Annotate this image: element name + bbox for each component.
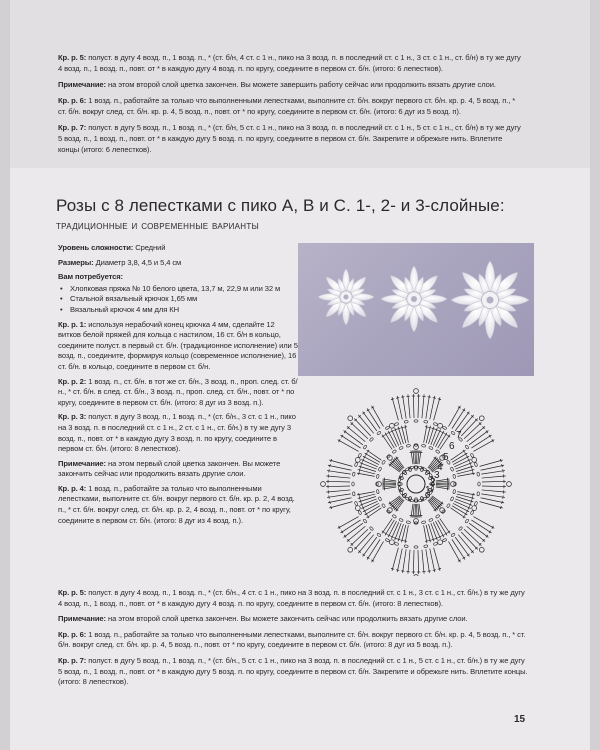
chart-stitch (425, 541, 428, 542)
chart-stitch (472, 496, 473, 499)
chart-stitch (381, 503, 385, 508)
chart-stitch (352, 482, 354, 486)
chart-stitch (433, 570, 436, 571)
chart-stitch (406, 444, 410, 447)
chart-stitch (389, 423, 394, 428)
chart-stitch (479, 416, 484, 421)
flowers-photo (298, 243, 534, 376)
chart-stitch (399, 518, 404, 522)
chart-stitch (399, 446, 404, 450)
chart-stitch (358, 510, 362, 515)
chart-stitch (429, 446, 434, 450)
chart-stitch (500, 506, 501, 509)
chart-stitch (361, 459, 377, 466)
chart-stitch (397, 396, 402, 419)
chart-stitch (359, 469, 360, 472)
chart-stitch (386, 509, 391, 514)
chart-stitch (451, 533, 456, 537)
chart-stitch (397, 549, 402, 572)
list-item: • Хлопковая пряжа № 10 белого цвета, 13,7 м, 22,9 м или 32 м (68, 284, 298, 295)
chart-stitch (481, 471, 505, 475)
chart-stitch (403, 549, 407, 573)
chart-stitch (452, 408, 465, 428)
chart-stitch (348, 416, 353, 421)
chart-stitch (424, 545, 428, 548)
chart-stitch (407, 475, 425, 493)
chart-stitch (424, 525, 427, 543)
chart-stitch (326, 486, 350, 487)
chart-stitch (457, 473, 475, 476)
chart-stitch (367, 408, 380, 428)
chart-stitch (435, 514, 440, 518)
chart-stitch (478, 482, 480, 486)
chart-stitch (434, 397, 440, 420)
chart-stitch (405, 425, 408, 443)
chart-stitch (348, 547, 353, 552)
chart-stitch (455, 463, 472, 469)
chart-stitch (404, 420, 408, 423)
chart-stitch (357, 473, 375, 476)
chart-stitch (482, 476, 506, 478)
chart-stitch (465, 519, 469, 524)
chart-stitch (372, 406, 384, 427)
chart-stitch (471, 435, 491, 448)
pattern-title: Розы с 8 лепестками с пико А, В и С. 1-, 2- и 3-слойные: (56, 196, 505, 215)
round-7-top: Кр. р. 7: полуст. в дугу 5 возд. п., 1 возд. п., * (ст. б/н, 5 ст. с 1 н., пико на 3 возд. п. в последний ст. с 1 н., 5 ст. с 1 н., ст. б/н) в ту же дугу 5 возд. п., 1 возд. п., повт. от * в каждую дугу 5 возд. п. по кругу, соедините в первом ст. б/н. Закрепите и обрежьте нить. Вплетите концы (итого: 6 лепестков). (58, 123, 521, 154)
flowers-illustration (298, 243, 534, 376)
chart-stitch (327, 494, 351, 498)
chart-stitch (355, 457, 360, 462)
chart-round-number: 2 (430, 477, 436, 488)
chart-stitch (438, 540, 443, 545)
chart-stitch (392, 548, 398, 571)
chart-stitch (430, 549, 435, 572)
chart-stitch (367, 539, 380, 559)
chart-stitch (453, 489, 456, 493)
chart-stitch (329, 460, 352, 466)
chart-stitch (330, 464, 331, 467)
chart-stitch (455, 499, 472, 505)
chart-stitch (430, 396, 435, 419)
chart-stitch (473, 440, 494, 452)
chart-stitch (428, 427, 431, 428)
chart-stitch (438, 568, 441, 569)
chart-stitch (433, 398, 436, 399)
chart-stitch (360, 463, 377, 469)
chart-stitch (474, 501, 478, 506)
chart-stitch (477, 492, 480, 496)
chart-stitch (340, 520, 360, 533)
chart-stitch (500, 459, 501, 462)
round-1: Кр. р. 1: используя нерабочий конец крючка 4 мм, сделайте 12 витков белой пряжей для кольца с настилом, 16 ст. б/н в кольцо, соедините полуст. в первый ст. б/н. (традиционное исполнение) или 5 возд. п., соедините, формируя кольцо (современное исполнение), 16 ст. б/н. в кольцо, соедините в первом ст. б/н. (58, 319, 298, 371)
chart-stitch (372, 541, 384, 562)
chart-stitch (418, 394, 419, 418)
chart-stitch (481, 498, 504, 503)
page-number: 15 (514, 714, 526, 725)
chart-stitch (369, 437, 374, 442)
chart-stitch (392, 397, 398, 420)
chart-stitch (358, 453, 362, 458)
chart-stitch (406, 521, 410, 524)
chart-stitch (422, 550, 424, 574)
chart-stitch (367, 516, 369, 519)
note-1: Примечание: на этом первый слой цветка закончен. Вы можете закончить сейчас или продолжить вязать другие слои. (58, 458, 281, 479)
chart-stitch (470, 453, 474, 458)
chart-stitch (391, 399, 394, 400)
chart-stitch (482, 486, 506, 487)
chart-stitch (404, 541, 407, 542)
chart-stitch (385, 538, 390, 542)
chart-stitch (328, 498, 351, 503)
chart-stitch (471, 520, 491, 533)
crochet-chart (308, 380, 528, 576)
chart-stitch (424, 425, 427, 443)
chart-stitch (433, 422, 438, 426)
chart-stitch (378, 497, 382, 502)
chart-stitch (382, 435, 385, 437)
materials-heading: Вам потребуется: (58, 272, 123, 282)
pattern-instructions-continued (58, 588, 528, 693)
chart-stitch (326, 476, 350, 478)
chart-stitch (453, 474, 456, 478)
chart-stitch (473, 517, 494, 529)
round-4: Кр. р. 4: 1 возд. п., работайте за только что выполненными лепестками, выполните ст. б/н. вокруг первого ст. б/н. кр. р. 2, 4 возд. п., * ст. б/н. вокруг след. ст. б/н. кр. р. 2, 4 возд. п., повт. от * по кругу, соедините в первом ст. б/н. (итого: 8 дуг из 4 возд. п.). (58, 483, 295, 525)
chart-stitch (397, 539, 400, 540)
chart-stitch (404, 427, 407, 428)
chart-stitch (414, 420, 418, 422)
chart-round-number: 7 (456, 430, 462, 441)
chart-stitch (435, 449, 440, 453)
chart-stitch (391, 522, 398, 538)
chart-stitch (472, 506, 477, 511)
chart-stitch (431, 428, 437, 445)
chart-stitch (377, 431, 382, 435)
chart-stitch (414, 546, 418, 548)
crochet-flower (318, 269, 374, 325)
chart-stitch (376, 474, 379, 478)
chart-stitch (360, 465, 361, 468)
chart-stitch (381, 460, 385, 465)
chart-stitch (477, 472, 480, 476)
chart-stitch (426, 395, 430, 419)
chart-stitch (395, 523, 401, 540)
chart-stitch (355, 506, 360, 511)
chart-stitch (338, 517, 359, 529)
chart-stitch (502, 501, 503, 504)
chart-stitch (482, 490, 506, 492)
chart-stitch (404, 545, 408, 548)
chart-stitch (321, 482, 326, 487)
chart-stitch (480, 460, 503, 466)
chart-stitch (359, 472, 360, 475)
chart-stitch (502, 464, 503, 467)
chart-round-number: 3 (434, 470, 440, 481)
chart-stitch (363, 445, 367, 450)
chart-stitch (414, 575, 419, 576)
chart-stitch (425, 427, 428, 428)
chart-stitch (352, 472, 355, 476)
chart-stitch (327, 471, 351, 475)
chart-stitch (448, 435, 451, 437)
chart-stitch (422, 394, 424, 418)
chart-stitch (338, 440, 359, 452)
chart-stitch (429, 518, 434, 522)
chart-stitch (441, 509, 446, 514)
list-item: • Стальной вязальный крючок 1,65 мм (68, 294, 298, 305)
chart-stitch (401, 540, 404, 541)
chart-stitch (428, 540, 431, 541)
chart-stitch (457, 492, 475, 495)
chart-stitch (432, 539, 435, 540)
chart-stitch (408, 394, 410, 418)
chart-stitch (389, 540, 394, 545)
chart-stitch (394, 542, 399, 546)
chart-stitch (397, 428, 400, 429)
chart-stitch (361, 501, 377, 508)
round-6: Кр. р. 6: 1 возд. п., работайте за только что выполненными лепестками, выполните ст. б/н. вокруг первого ст. б/н. кр. р. 4, 5 возд. п., * ст. б/н. вокруг след. ст. б/н. кр. р. 4, 5 возд. п., повт. от * по кругу, соедините в первом ст. б/н. (итого: 8 дуг из 5 возд. п.). (58, 629, 526, 650)
pattern-subtitle: традиционные и современные варианты (56, 218, 259, 232)
chart-stitch (378, 467, 382, 472)
chart-stitch (354, 501, 358, 506)
chart-stitch (438, 399, 441, 400)
chart-stitch (472, 469, 473, 472)
chart-stitch (340, 435, 360, 448)
chart-stitch (421, 444, 425, 447)
chart-stitch (449, 406, 461, 427)
chart-stitch (438, 423, 443, 428)
crochet-diagram (308, 380, 528, 576)
chart-stitch (331, 506, 332, 509)
chart-stitch (450, 497, 454, 502)
chart-stitch (424, 420, 428, 423)
chart-stitch (426, 549, 430, 573)
chart-stitch (354, 462, 358, 467)
chart-stitch (394, 422, 399, 426)
chart-stitch (470, 510, 474, 515)
chart-stitch (480, 502, 503, 508)
chart-stitch (463, 516, 465, 519)
chart-stitch (463, 450, 465, 453)
chart-stitch (421, 521, 425, 524)
chart-stitch (442, 426, 447, 430)
chart-stitch (433, 429, 440, 445)
chart-stitch (385, 426, 390, 430)
chart-stitch (359, 493, 360, 496)
chart-stitch (408, 550, 410, 574)
chart-stitch (448, 531, 451, 533)
chart-stitch (391, 429, 398, 445)
chart-round-number: 1 (425, 485, 431, 496)
materials-list (58, 284, 298, 316)
chart-stitch (465, 445, 469, 450)
chart-stitch (418, 550, 419, 574)
chart-stitch (359, 496, 360, 499)
chart-stitch (360, 500, 361, 503)
chart-stitch (396, 398, 399, 399)
chart-stitch (369, 526, 374, 531)
chart-stitch (413, 550, 414, 574)
chart-stitch (396, 570, 399, 571)
round-5-top: Кр. р. 5: полуст. в дугу 4 возд. п., 1 возд. п., * (ст. б/н, 4 ст. с 1 н., пико на 3 возд. п. в последний ст. с 1 н., 3 ст. с 1 н., ст. б/н) в ту же дугу 4 возд. п., 1 возд. п., повт. от * в каждую дугу 4 возд. п. по кругу, соедините в первом ст. б/н. (итого: 6 лепестков). (58, 53, 521, 73)
chart-stitch (363, 519, 367, 524)
chart-stitch (433, 522, 440, 538)
chart-stitch (357, 492, 375, 495)
chart-stitch (454, 459, 470, 466)
chart-stitch (329, 502, 352, 508)
chart-stitch (386, 454, 391, 459)
chart-round-number: 4 (437, 462, 443, 473)
chart-stitch (405, 525, 408, 543)
chart-stitch (474, 462, 478, 467)
chart-stitch (382, 531, 385, 533)
chart-stitch (360, 499, 377, 505)
chart-stitch (401, 427, 404, 428)
chart-stitch (330, 501, 331, 504)
chart-stitch (479, 547, 484, 552)
chart-stitch (367, 450, 369, 453)
chart-stitch (481, 494, 505, 498)
round-2: Кр. р. 2: 1 возд. п., ст. б/н. в тот же ст. б/н., 3 возд. п., проп. след. ст. б/н., * ст. б/н. в след. ст. б/н., 3 возд. п., проп. след. ст. б/н., повт. от * по кругу, соедините в первом ст. б/н. (итого: 8 дуг из 3 возд. п.). (58, 376, 298, 407)
chart-stitch (403, 395, 407, 419)
chart-stitch (482, 481, 506, 482)
chart-stitch (413, 394, 414, 418)
previous-pattern-text (58, 52, 522, 160)
chart-stitch (431, 523, 437, 540)
chart-stitch (472, 457, 477, 462)
chart-stitch (326, 481, 350, 482)
chart-stitch (458, 526, 463, 531)
chart-stitch (449, 541, 461, 562)
note-top: Примечание: на этом второй слой цветка закончен. Вы можете завершить работу сейчас или продолжить вязать другие слои. (58, 80, 496, 89)
chart-stitch (507, 482, 512, 487)
chart-stitch (376, 489, 379, 493)
chart-stitch (473, 493, 474, 496)
chart-stitch (471, 500, 472, 503)
chart-stitch (433, 542, 438, 546)
chart-stitch (391, 568, 394, 569)
chart-stitch (473, 472, 474, 475)
chart-stitch (331, 459, 332, 462)
chart-stitch (446, 503, 450, 508)
chart-stitch (392, 514, 397, 518)
chart-stitch (434, 548, 440, 571)
chart-stitch (392, 449, 397, 453)
chart-stitch (454, 501, 470, 508)
chart-stitch (326, 490, 350, 492)
difficulty-level: Уровень сложности: Средний (58, 243, 166, 252)
sizes: Размеры: Диаметр 3,8, 4,5 и 5,4 см (58, 257, 182, 267)
chart-stitch (414, 389, 419, 394)
round-6-top: Кр. р. 6: 1 возд. п., работайте за только что выполненными лепестками, выполните ст. б/н. вокруг первого ст. б/н. кр. р. 4, 5 возд. п., * ст. б/н. вокруг след. ст. б/н. кр. р. 4, 5 возд. п., повт. от * по кругу, соедините в первом ст. б/н. (итого: 6 дуг из 5 возд. п). (58, 96, 516, 116)
note-2: Примечание: на этом второй слой цветка закончен. Вы можете закончить сейчас или продолжить вязать другие слои. (58, 614, 468, 624)
round-7: Кр. р. 7: полуст. в дугу 5 возд. п., 1 возд. п., * (ст. б/н., 5 ст. с 1 н., пико на 3 возд. п. в последний ст. с 1 н., 5 ст. с 1 н., ст. б/н.) в ту же дугу 5 возд. п., 1 возд. п., повт. от * в каждую дугу 5 возд. п. по кругу, соедините в первом ст. б/н. Закрепите и обрежьте нить. Вплетите концы. (итого: 8 лепестков). (58, 655, 528, 687)
chart-round-number: 5 (443, 452, 449, 463)
round-3: Кр. р. 3: полуст. в дугу 3 возд. п., 1 возд. п., * (ст. б/н., 3 ст. с 1 н., пико на 3 возд. п. в последний ст. с 1 н., 2 ст. с 1 н., ст. б/н.) в ту же дугу 3 возд. п., повт. от * в каждую дугу 3 возд. п. по кругу, соедините в первом ст. б/н. (итого: 8 лепестков). (58, 412, 296, 454)
chart-round-number: 6 (449, 441, 455, 452)
round-5: Кр. р. 5: полуст. в дугу 4 возд. п., 1 возд. п., * (ст. б/н., 4 ст. с 1 н., пико на 3 возд. п. в последний ст. с 1 н., 3 ст. с 1 н., ст. б/н.) в ту же дугу 4 возд. п., 1 возд. п., повт. от * в каждую дугу 4 возд. п. по кругу, соедините в первом ст. б/н. (итого: 8 лепестков). (58, 588, 525, 608)
chart-stitch (442, 538, 447, 542)
chart-stitch (450, 467, 454, 472)
chart-stitch (432, 428, 435, 429)
chart-stitch (328, 465, 351, 470)
chart-stitch (471, 465, 472, 468)
crochet-flower (451, 261, 529, 339)
crochet-flower (381, 266, 447, 332)
pattern-instructions (58, 243, 298, 530)
chart-stitch (452, 539, 465, 559)
list-item: • Вязальный крючок 4 мм для КН (68, 305, 298, 316)
chart-stitch (481, 465, 504, 470)
chart-stitch (352, 492, 355, 496)
chart-stitch (377, 533, 382, 537)
chart-stitch (395, 428, 401, 445)
chart-stitch (451, 431, 456, 435)
